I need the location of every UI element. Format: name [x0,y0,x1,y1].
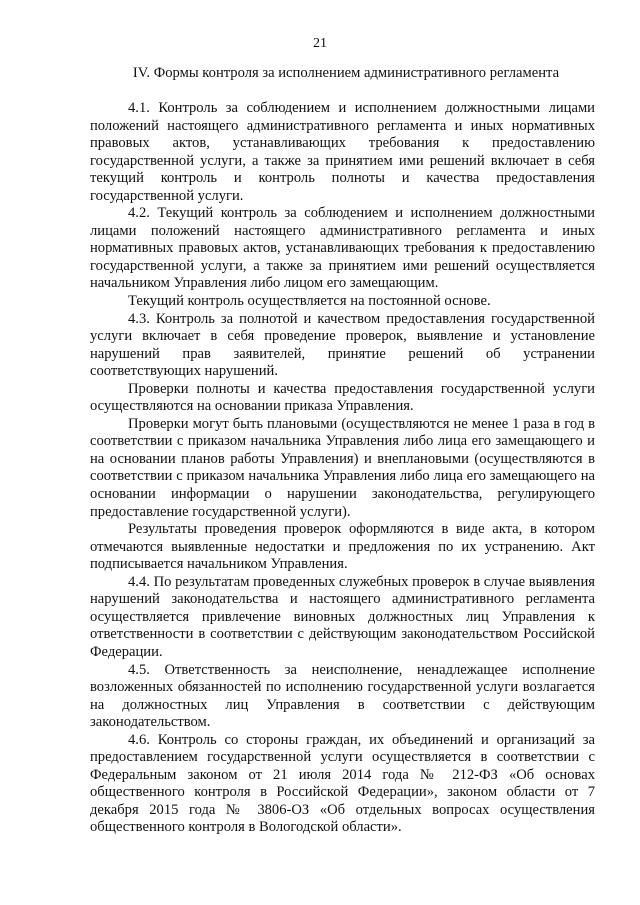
paragraph-inspections-basis: Проверки полноты и качества предоставления государственной услуги осуществляются на основании приказа Управления. [90,380,595,415]
paragraph-4-2: 4.2. Текущий контроль за соблюдением и исполнением должностными лицами положений настоящего административного регламента и иных нормативных правовых актов, устанавливающих требования к предоставлению государственной услуги, а также за принятием ими решений осуществляется начальником Управления либо лицом его замещающим. [90,205,595,292]
paragraph-4-6: 4.6. Контроль со стороны граждан, их объединений и организаций за предоставлением государственной услуги осуществляется в соответствии с Федеральным законом от 21 июля 2014 года № 212-ФЗ «Об основах общественного контроля в Российской Федерации», законом области от 7 декабря 2015 года № 3806-ОЗ «Об отдельных вопросах осуществления общественного контроля в Вологодской области». [90,731,595,836]
paragraph-4-3: 4.3. Контроль за полнотой и качеством предоставления государственной услуги включает в себя проведение проверок, выявление и установление нарушений прав заявителей, принятие решений об устранении соответствующих нарушений. [90,310,595,380]
paragraph-4-5: 4.5. Ответственность за неисполнение, ненадлежащее исполнение возложенных обязанностей по исполнению государственной услуги возлагается на должностных лиц Управления в соответствии с действующим законодательством. [90,661,595,731]
section-title: IV. Формы контроля за исполнением административного регламента [132,65,560,81]
paragraph-inspections-types: Проверки могут быть плановыми (осуществляются не менее 1 раза в год в соответствии с приказом начальника Управления либо лица его замещающего и на основании планов работы Управления) и внеплановыми (осуществляются в соответствии с приказом начальника Управления либо лица его замещающего на основании информации о нарушении законодательства, регулирующего предоставление государственной услуги). [90,415,595,520]
paragraph-4-4: 4.4. По результатам проведенных служебных проверок в случае выявления нарушений законодательства и настоящего административного регламента осуществляется привлечение виновных должностных лиц Управления к ответственности в соответствии с действующим законодательством Российской Федерации. [90,573,595,660]
paragraph-inspection-results: Результаты проведения проверок оформляются в виде акта, в котором отмечаются выявленные недостатки и предложения по их устранению. Акт подписывается начальником Управления. [90,521,595,573]
document-body [90,100,595,837]
paragraph-current-control: Текущий контроль осуществляется на постоянной основе. [128,293,491,310]
paragraph-4-1: 4.1. Контроль за соблюдением и исполнением должностными лицами положений настоящего административного регламента и иных нормативных правовых актов, устанавливающих требования к предоставлению государственной услуги, а также за принятием ими решений включает в себя текущий контроль и контроль полноты и качества предоставления государственной услуги. [90,100,595,204]
page-number: 21 [313,36,327,51]
